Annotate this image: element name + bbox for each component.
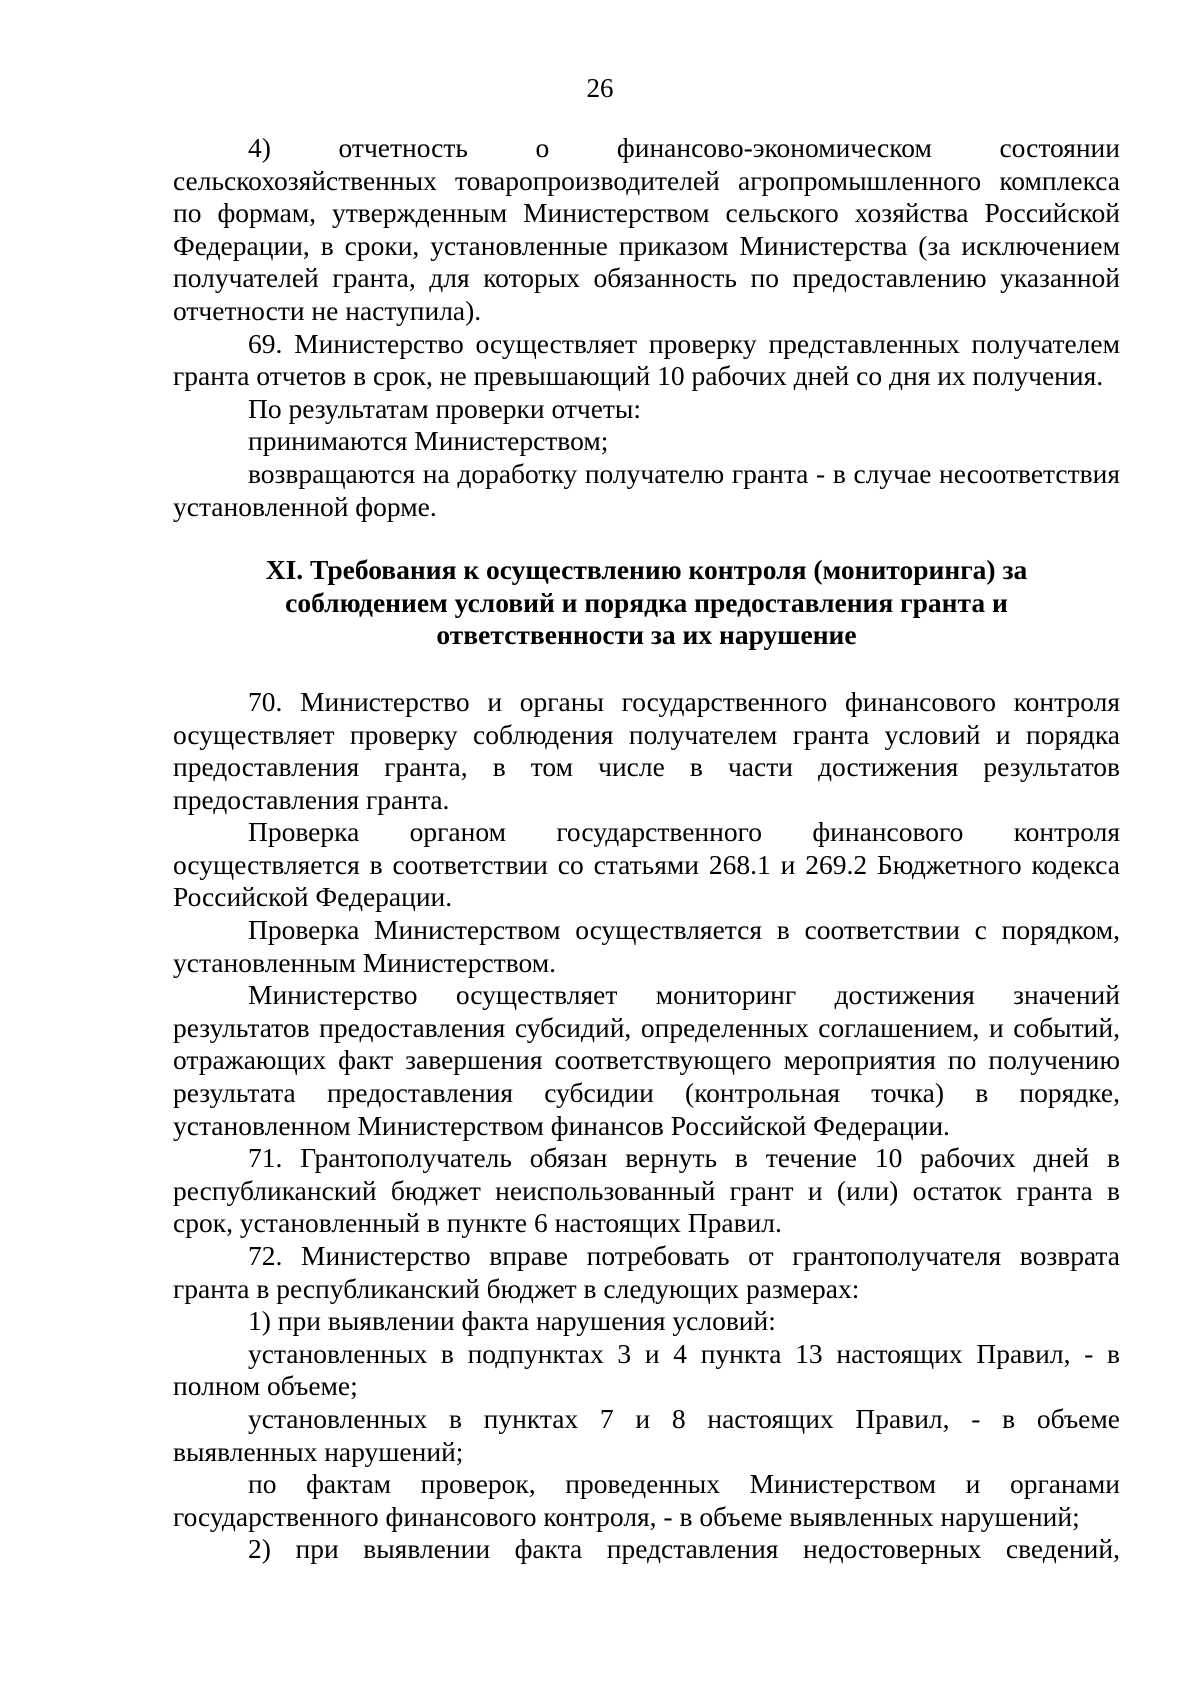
paragraph-accepted: принимаются Министерством; — [248, 425, 609, 457]
document-body — [173, 132, 1120, 1566]
paragraph-reporting-item-4: 4) отчетность о финансово-экономическом состоянии сельскохозяйственных товаропроизводителей агропромышленного комплекса по формам, утвержденным Министерством сельского хозяйства Российской Федерации, в сроки, установленные приказом Министерства (за исключением получателей гранта, для которых обязанность по предоставлению указанной отчетности не наступила). — [173, 132, 1120, 326]
paragraph-monitoring: Министерство осуществляет мониторинг достижения значений результатов предоставления субсидий, определенных соглашением, и событий, отражающих факт завершения соответствующего мероприятия по получению результата предоставления субсидии (контрольная точка) в порядке, установленном Министерством финансов Российской Федерации. — [173, 979, 1120, 1141]
paragraph-returned: возвращаются на доработку получателю гранта - в случае несоответствия установленной форме. — [173, 457, 1120, 522]
paragraph-72-item-1: 1) при выявлении факта нарушения условий: — [248, 1305, 776, 1337]
paragraph-72-item-1-c: по фактам проверок, проведенных Министерством и органами государственного финансового контроля, - в объеме выявленных нарушений; — [173, 1468, 1120, 1532]
page-number: 26 — [586, 73, 614, 103]
paragraph-72-item-2: 2) при выявлении факта представления недостоверных сведений, — [248, 1533, 1120, 1565]
paragraph-69: 69. Министерство осуществляет проверку представленных получателем гранта отчетов в срок, не превышающий 10 рабочих дней со дня их получения. — [173, 327, 1120, 392]
section-heading-xi: XI. Требования к осуществлению контроля (мониторинга) за соблюдением условий и порядка предоставления гранта и ответственности за их нарушение — [265, 554, 1028, 651]
paragraph-72-item-1-b: установленных в пунктах 7 и 8 настоящих Правил, - в объеме выявленных нарушений; — [173, 1402, 1120, 1467]
paragraph-ministry-check: Проверка Министерством осуществляется в соответствии с порядком, установленным Министерством. — [173, 914, 1120, 978]
paragraph-70: 70. Министерство и органы государственного финансового контроля осуществляет проверку соблюдения получателем гранта условий и порядка предоставления гранта, в том числе в части достижения результатов предоставления гранта. — [173, 685, 1120, 815]
paragraph-72: 72. Министерство вправе потребовать от грантополучателя возврата гранта в республиканский бюджет в следующих размерах: — [173, 1240, 1120, 1304]
paragraph-financial-control-check: Проверка органом государственного финансового контроля осуществляется в соответствии со статьями 268.1 и 269.2 Бюджетного кодекса Российской Федерации. — [173, 816, 1120, 913]
paragraph-review-results: По результатам проверки отчеты: — [248, 392, 642, 424]
paragraph-72-item-1-a: установленных в подпунктах 3 и 4 пункта 13 настоящих Правил, - в полном объеме; — [173, 1337, 1120, 1402]
paragraph-71: 71. Грантополучатель обязан вернуть в течение 10 рабочих дней в республиканский бюджет неиспользованный грант и (или) остаток гранта в срок, установленный в пункте 6 настоящих Правил. — [173, 1142, 1120, 1239]
